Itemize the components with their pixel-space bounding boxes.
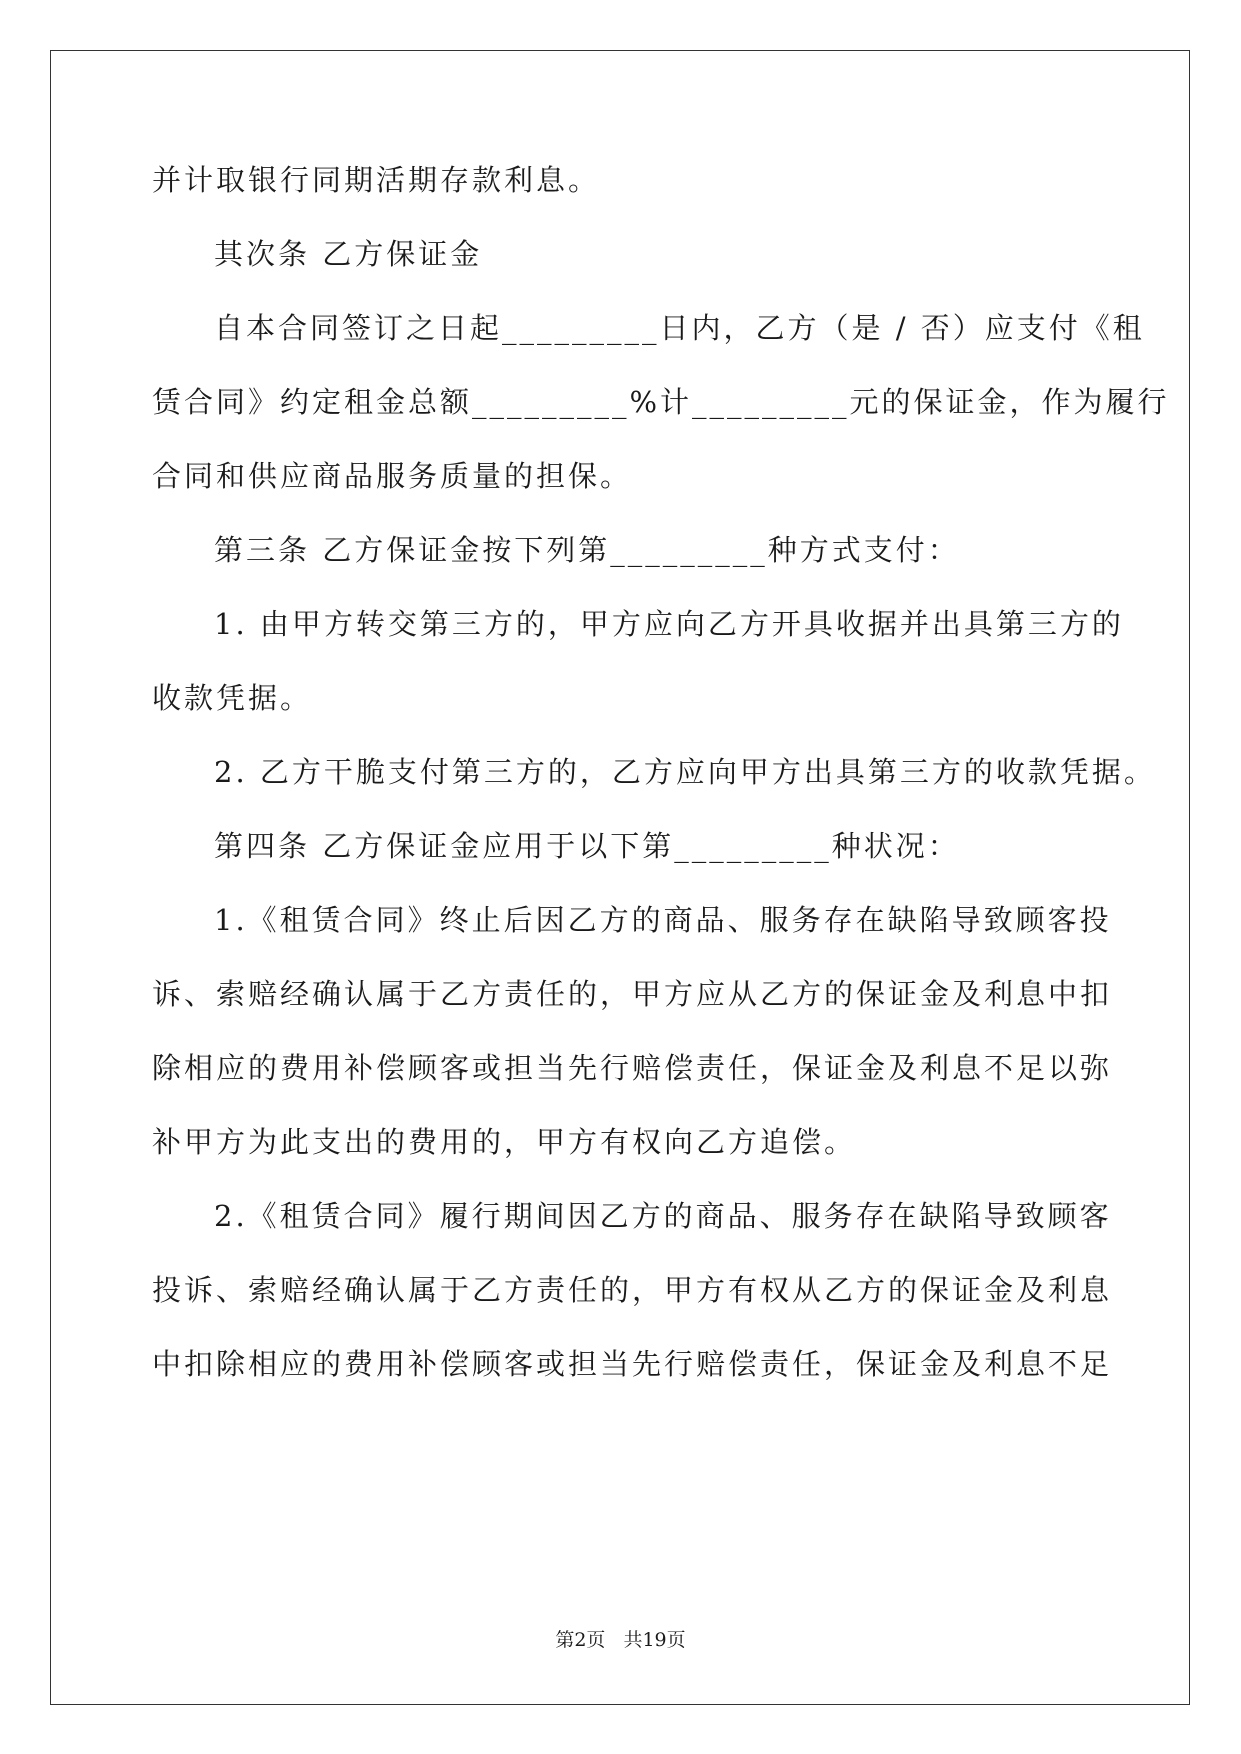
text-line-17: 中扣除相应的费用补偿顾客或担当先行赔偿责任，保证金及利息不足 — [152, 1347, 1113, 1381]
page-footer — [0, 1628, 1241, 1652]
text-line-13: 除相应的费用补偿顾客或担当先行赔偿责任，保证金及利息不足以弥 — [152, 1051, 1113, 1085]
page-border — [50, 50, 1190, 1705]
text-line-4: 赁合同》约定租金总额_________%计_________元的保证金，作为履行 — [152, 385, 1170, 419]
page-total: 共19页 — [623, 1629, 686, 1651]
text-line-10: 第四条 乙方保证金应用于以下第_________种状况： — [214, 829, 960, 863]
text-line-12: 诉、索赔经确认属于乙方责任的，甲方应从乙方的保证金及利息中扣 — [152, 977, 1113, 1011]
text-line-7: 1. 由甲方转交第三方的，甲方应向乙方开具收据并出具第三方的 — [214, 607, 1124, 641]
text-line-8: 收款凭据。 — [152, 681, 313, 715]
text-line-1: 并计取银行同期活期存款利息。 — [152, 163, 601, 197]
text-line-6: 第三条 乙方保证金按下列第_________种方式支付： — [214, 533, 960, 567]
text-line-9: 2. 乙方干脆支付第三方的，乙方应向甲方出具第三方的收款凭据。 — [214, 755, 1156, 789]
text-line-14: 补甲方为此支出的费用的，甲方有权向乙方追偿。 — [152, 1125, 857, 1159]
page-current: 第2页 — [555, 1629, 606, 1651]
text-line-15: 2.《租赁合同》履行期间因乙方的商品、服务存在缺陷导致顾客 — [214, 1199, 1112, 1233]
text-line-2: 其次条 乙方保证金 — [214, 237, 483, 271]
text-line-11: 1.《租赁合同》终止后因乙方的商品、服务存在缺陷导致顾客投 — [214, 903, 1112, 937]
text-line-16: 投诉、索赔经确认属于乙方责任的，甲方有权从乙方的保证金及利息 — [152, 1273, 1113, 1307]
text-line-3: 自本合同签订之日起_________日内，乙方（是 / 否）应支付《租 — [214, 311, 1145, 345]
text-line-5: 合同和供应商品服务质量的担保。 — [152, 459, 633, 493]
